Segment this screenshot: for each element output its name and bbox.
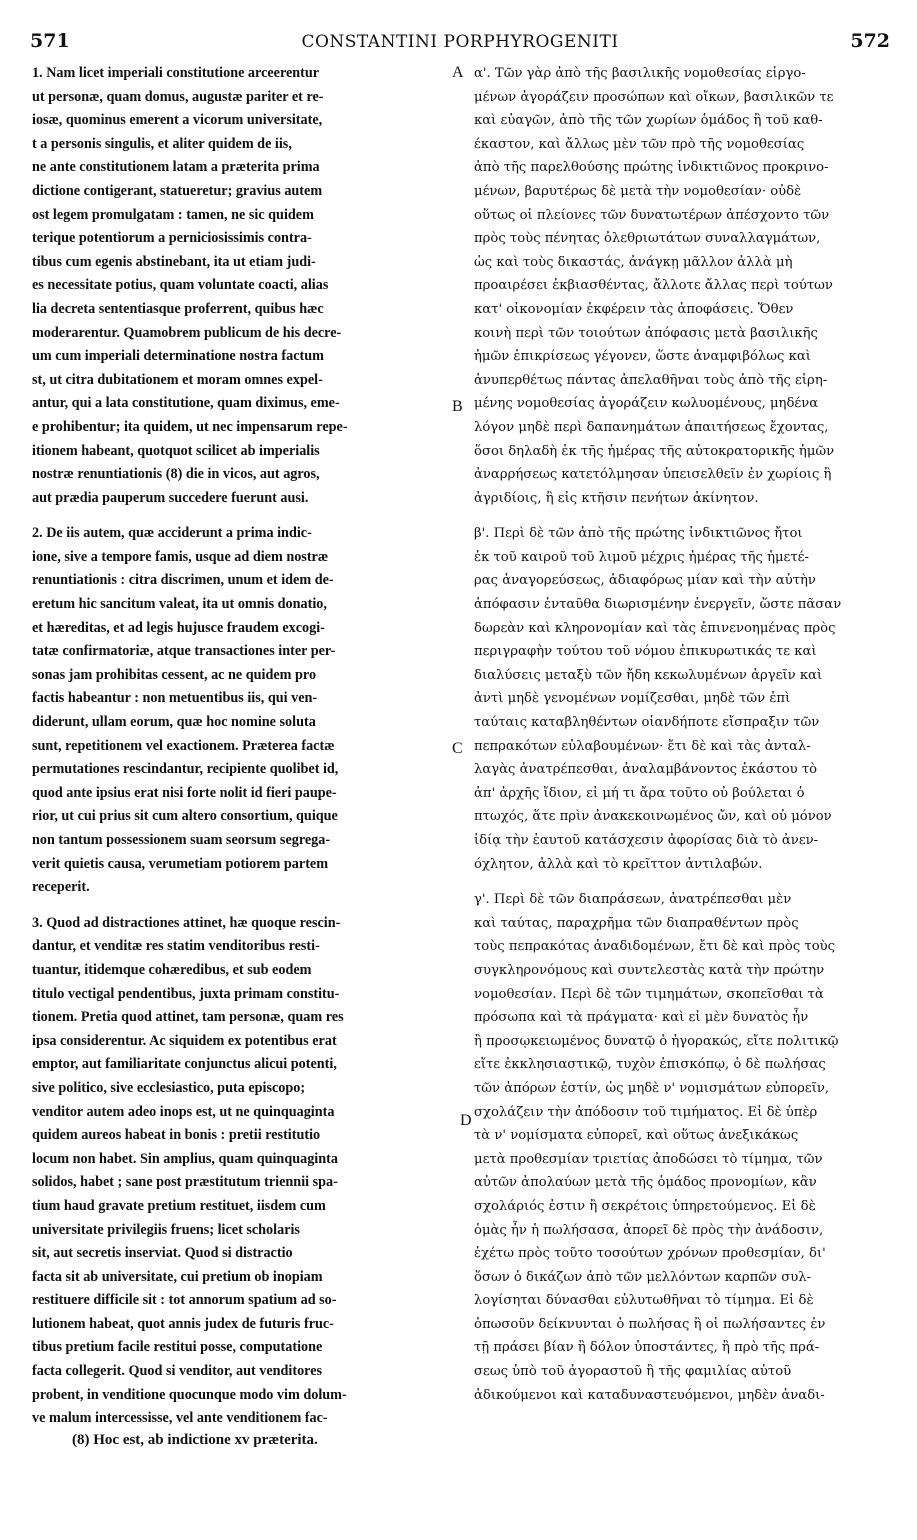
text-line: ve malum intercessisse, vel ante venditionem fac- <box>32 1410 328 1427</box>
text-line: ost legem promulgatam : tamen, ne sic quidem <box>32 206 314 223</box>
text-line: moderarentur. Quamobrem publicum de his decre- <box>32 324 342 341</box>
text-line: λογίσηται δύνασθαι εὐλυτωθῆναι τὸ τίμημα. Εἰ δὲ <box>474 1293 814 1309</box>
latin-paragraph-2 <box>32 522 450 900</box>
margin-marker-a: A <box>452 64 464 81</box>
text-line: terique potentiorum a perniciosissimis contra- <box>32 230 312 247</box>
text-line: es necessitate potius, quam voluntate coacti, alias <box>32 277 329 294</box>
text-line: νομοθεσίαν. Περὶ δὲ τῶν τιμημάτων, σκοπεῖσθαι τὰ <box>474 986 824 1002</box>
text-line: ἀγριδίοις, ἢ εἰς κτῆσιν πενήτων ἀκίνητον. <box>474 490 759 506</box>
text-line: diderunt, ullam eorum, quæ hoc nomine soluta <box>32 714 316 731</box>
text-line: συγκληρονόμους καὶ συντελεστὰς κατὰ τὴν πρώτην <box>474 962 825 978</box>
text-line: προαιρέσει ἐκβιασθέντας, ἄλλοτε ἄλλας περὶ τούτων <box>474 278 833 294</box>
text-line: facta sit ab universitate, cui pretium ob inopiam <box>32 1268 323 1285</box>
text-line: ἀπόφασιν ἐνταῦθα διωρισμένην ἐνεργεῖν, ὥστε πᾶσαν <box>474 597 842 613</box>
text-line: ταύταις καταβληθέντων οἱανδήποτε εἴσπραξιν τῶν <box>474 715 820 731</box>
text-line: εἴτε ἐκκλησιαστικῷ, τυχὸν ἐπισκόπῳ, ὁ δὲ πωλήσας <box>474 1057 826 1073</box>
text-line: σχολάριός ἐστιν ἢ σεκρέτοις ὑπηρετούμενος. Εἰ δὲ <box>474 1198 816 1214</box>
text-line: περιγραφὴν τούτου τοῦ νόμου ἐπικυρωτικάς τε καὶ <box>474 644 817 660</box>
text-line: ὁμὰς ἦν ἡ πωλήσασα, ἀπορεῖ δὲ πρὸς τὴν ἀνάδοσιν, <box>474 1222 824 1238</box>
margin-marker-b: B <box>452 398 463 415</box>
text-line: μένης νομοθεσίας ἀγοράζειν κωλυομένους, μηδένα <box>474 396 819 412</box>
text-line: dictione contigerant, statueretur; gravius autem <box>32 182 323 199</box>
text-line: τὰ ν' νομίσματα εὐπορεῖ, καὶ οὕτως ἀνεξικάκως <box>474 1128 799 1144</box>
text-line: τῇ πράσει βίαν ἢ δόλον ὑποστάντες, ἢ πρὸ τῆς πρά- <box>474 1340 820 1356</box>
text-line: tatæ confirmatoriæ, atque transactiones inter per- <box>32 643 336 660</box>
paragraph-gap <box>32 900 450 912</box>
paragraph-gap <box>474 876 888 888</box>
text-line: st, ut citra dubitationem et moram omnes expel- <box>32 371 323 388</box>
text-line: γ'. Περὶ δὲ τῶν διαπράσεων, ἀνατρέπεσθαι μὲν <box>474 892 792 908</box>
text-line: ρας ἀναγορεύσεως, ἀδιαφόρως μίαν καὶ τὴν αὐτὴν <box>474 573 816 589</box>
text-line: κατ' οἰκονομίαν ἐκφέρειν τὰς ἀποφάσεις. Ὅθεν <box>474 301 794 317</box>
text-line: ἀπὸ τῆς παρελθούσης πρώτης ἰνδικτιῶνος προκρινο- <box>474 160 829 176</box>
text-line: aut prædia pauperum succedere fuerunt ausi. <box>32 489 309 506</box>
text-line: facta collegerit. Quod si venditor, aut venditores <box>32 1363 323 1380</box>
running-title: CONSTANTINI PORPHYROGENITI <box>301 32 619 52</box>
text-line: ὅσων ὁ δικάζων ἀπὸ τῶν μελλόντων καρπῶν συλ- <box>474 1269 812 1285</box>
paragraph-gap <box>32 510 450 522</box>
text-line: universitate privilegiis fruens; licet scholaris <box>32 1221 300 1238</box>
text-line: κοινὴ περὶ τῶν τοιούτων ἀπόφασις μετὰ βασιλικῆς <box>474 325 818 341</box>
text-line: δωρεὰν καὶ κληρονομίαν καὶ τὰς ἐπινενοημένας πρὸς <box>474 620 836 636</box>
text-line: ὅσοι δηλαδὴ ἐκ τῆς ἡμέρας τῆς αὐτοκρατορικῆς ἡμῶν <box>474 443 835 459</box>
text-line: verit quietis causa, verumetiam potiorem partem <box>32 855 329 872</box>
text-line: οὕτως οἱ πλείονες τῶν δυνατωτέρων ἀπέσχοντο τῶν <box>474 207 830 223</box>
text-line: 1. Nam licet imperiali constitutione arceerentur <box>32 65 320 81</box>
text-line: et hæreditas, et ad legis hujusce fraudem excogi- <box>32 619 325 636</box>
text-line: καὶ εὐαγῶν, ἀπὸ τῆς τῶν χωρίων ὁμάδος ἢ τοῦ καθ- <box>474 113 823 129</box>
text-line: ἀδικούμενοι καὶ καταδυναστευόμενοι, μηδὲν ἀναδι- <box>474 1387 825 1403</box>
text-line: tibus cum egenis abstinebant, ita ut etiam judi- <box>32 253 316 270</box>
text-line: renuntiationis : citra discrimen, unum et idem de- <box>32 572 334 589</box>
text-line: eretum hic sancitum valeat, ita ut omnis donatio, <box>32 596 327 613</box>
text-line: factis habeantur : non metuentibus iis, qui ven- <box>32 690 318 707</box>
right-page-number: 572 <box>850 30 890 52</box>
text-line: λόγον μηδὲ περὶ δαπανημάτων ἀπαιτήσεως ἔχοντας, <box>474 419 829 435</box>
text-line: μένων ἀγοράζειν προσώπων καὶ οἴκων, βασιλικῶν τε <box>474 89 834 105</box>
greek-paragraph-1 <box>474 62 888 510</box>
text-line: πρόσωπα καὶ τὰ πράγματα· καὶ εἰ μὲν δυνατὸς ἦν <box>474 1010 809 1026</box>
text-line: ipsa considerentur. Ac siquidem ex potentibus erat <box>32 1032 337 1049</box>
text-line: rior, ut cui prius sit cum altero consortium, quique <box>32 808 338 825</box>
text-line: τοὺς πεπρακότας ἀναδιδομένων, ἔτι δὲ καὶ πρὸς τοὺς <box>474 939 836 955</box>
text-line: τῶν ἀπόρων ἐστίν, ὡς μηδὲ ν' νομισμάτων εὐπορεῖν, <box>474 1080 830 1096</box>
text-line: itionem habeant, quotquot scilicet ab imperialis <box>32 442 320 459</box>
text-line: διαλύσεις μεταξὺ τῶν ἤδη κεκωλυμένων ἀργεῖν καὶ <box>474 667 823 683</box>
greek-paragraph-3 <box>474 888 888 1407</box>
text-line: antur, qui a lata constitutione, quam diximus, eme- <box>32 395 340 412</box>
text-line: locum non habet. Sin amplius, quam quinquaginta <box>32 1150 338 1167</box>
text-line: permutationes rescindantur, recipiente quolibet id, <box>32 761 339 778</box>
margin-marker-d: D <box>460 1112 472 1129</box>
text-line: sonas jam prohibitas cessent, ac ne quidem pro <box>32 666 317 683</box>
text-line: probent, in venditione quocunque modo vim dolum- <box>32 1386 347 1403</box>
text-line: ἐκ τοῦ καιροῦ τοῦ λιμοῦ μέχρις ἡμέρας τῆς ἡμετέ- <box>474 549 809 565</box>
text-line: ἀπ' ἀρχῆς ἴδιον, εἰ μή τι ἄρα τοῦτο οὐ βούλεται ὁ <box>474 785 805 801</box>
text-line: ἀνυπερθέτως πάντας ἀπελαθῆναι τοὺς ἀπὸ τῆς εἰρη- <box>474 372 828 388</box>
greek-column <box>474 62 888 1407</box>
text-line: ἀντὶ μηδὲ γενομένων νομίζεσθαι, μηδὲ τῶν ἐπὶ <box>474 691 791 707</box>
text-line: 3. Quod ad distractiones attinet, hæ quoque rescin- <box>32 914 341 931</box>
text-line: ἀναρρήσεως κατετόλμησαν ὑπεισελθεῖν ἐν χωρίοις ἢ <box>474 467 832 483</box>
text-line: lia decreta sententiasque proferrent, quibus hæc <box>32 300 324 317</box>
greek-paragraph-2 <box>474 522 888 876</box>
text-line: tionem. Pretia quod attinet, tam personæ, quam res <box>32 1009 344 1026</box>
text-line: β'. Περὶ δὲ τῶν ἀπὸ τῆς πρώτης ἰνδικτιῶνος ἤτοι <box>474 526 803 542</box>
latin-paragraph-1 <box>32 62 450 510</box>
text-line: t a personis singulis, et aliter quidem de iis, <box>32 135 292 152</box>
text-line: quidem aureos habeat in bonis : pretii restitutio <box>32 1127 321 1144</box>
text-line: quod ante ipsius erat nisi forte nolit id fieri paupe- <box>32 784 337 801</box>
text-line: restituere difficile sit : tot annorum spatium ad so- <box>32 1292 337 1309</box>
text-line: iosæ, quominus emerent a vicorum universitate, <box>32 112 323 129</box>
text-line: tium haud gravate pretium restituet, iisdem cum <box>32 1197 326 1214</box>
text-line: ὁπωσοῦν δείκνυνται ὁ πωλήσας ἢ οἱ πωλήσαντες ἐν <box>474 1316 826 1332</box>
text-line: sit, aut secretis inserviat. Quod si distractio <box>32 1245 293 1262</box>
latin-paragraph-3 <box>32 912 450 1431</box>
text-line: solidos, habet ; sane post præstitutum triennii spa- <box>32 1174 338 1191</box>
text-line: ἢ προσῳκειωμένος δυνατῷ ὁ ἠγορακώς, εἴτε πολιτικῷ <box>474 1033 839 1049</box>
text-line: λαγὰς ἀνατρέπεσθαι, ἀναλαμβάνοντος ἑκάστου τὸ <box>474 762 818 778</box>
text-line: ἰδίᾳ τὴν ἑαυτοῦ κατάσχεσιν ἀφορίσας διὰ τὸ ἀνεν- <box>474 833 819 848</box>
text-line: ἡμῶν ἐπικρίσεως γέγονεν, ὥστε ἀναμφιβόλως καὶ <box>474 349 811 365</box>
text-line: ne ante constitutionem latam a præterita prima <box>32 159 320 176</box>
text-line: emptor, aut familiaritate conjunctus alicui potenti, <box>32 1056 337 1073</box>
text-line: μετὰ προθεσμίαν τριετίας ἀποδώσει τὸ τίμημα, τῶν <box>474 1151 823 1167</box>
latin-column <box>32 62 450 1431</box>
text-line: σεως ὑπὸ τοῦ ἀγοραστοῦ ἢ τῆς φαμιλίας αὐτοῦ <box>474 1364 792 1380</box>
text-line: σχολάζειν τὴν ἀπόδοσιν τοῦ τιμήματος. Εἰ δὲ ὑπὲρ <box>474 1104 818 1120</box>
text-line: καὶ ταύτας, παραχρῆμα τῶν διαπραθέντων πρὸς <box>474 915 799 931</box>
footnote: (8) Hoc est, ab indictione xv præterita. <box>72 1432 318 1448</box>
text-line: tuantur, itidemque cohæredibus, et sub eodem <box>32 961 312 978</box>
paragraph-gap <box>474 510 888 522</box>
text-line: tibus pretium facile restitui posse, computatione <box>32 1339 323 1356</box>
text-line: ἐχέτω πρὸς τοῦτο τοσούτων χρόνων προθεσμίαν, δι' <box>474 1246 826 1262</box>
text-line: πεπρακότων εὐλαβουμένων· ἔτι δὲ καὶ τὰς ἀνταλ- <box>474 738 811 754</box>
text-line: sive politico, sive ecclesiastico, puta episcopo; <box>32 1079 306 1096</box>
text-line: όχλητον, ἀλλὰ καὶ τὸ κρεῖττον ἀντιλαβών. <box>474 856 763 872</box>
text-line: e prohibentur; ita quidem, ut nec impensarum repe- <box>32 418 348 435</box>
text-line: nostræ renuntiationis (8) die in vicos, aut agros, <box>32 466 320 483</box>
text-line: sunt, repetitionem vel exactionem. Præterea factæ <box>32 737 335 754</box>
text-line: venditor autem adeo inops est, ut ne quinquaginta <box>32 1103 335 1120</box>
text-line: 2. De iis autem, quæ acciderunt a prima indic- <box>32 525 312 542</box>
text-line: α'. Τῶν γὰρ ἀπὸ τῆς βασιλικῆς νομοθεσίας εἰργο- <box>474 66 806 81</box>
text-line: um cum imperiali determinatione nostra factum <box>32 348 324 365</box>
text-line: receperit. <box>32 879 90 896</box>
text-line: έκαστον, καὶ ἄλλως μὲν τῶν πρὸ τῆς νομοθεσίας <box>474 136 805 152</box>
margin-marker-c: C <box>452 740 463 757</box>
text-line: μένων, βαρυτέρως δὲ μετὰ τὴν νομοθεσίαν· οὐδὲ <box>474 183 802 199</box>
text-line: ὡς καὶ τοὺς δικαστάς, ἀνάγκῃ μᾶλλον ἀλλὰ μὴ <box>474 254 793 270</box>
left-page-number: 571 <box>30 30 70 52</box>
text-line: ione, sive a tempore famis, usque ad diem nostræ <box>32 548 329 565</box>
text-line: dantur, et venditæ res statim venditoribus resti- <box>32 938 320 955</box>
text-line: αὐτῶν ἀπολαύων μετὰ τῆς ὁμάδος προνομίων, κἂν <box>474 1175 817 1191</box>
text-line: ut personæ, quam domus, augustæ pariter et re- <box>32 88 324 105</box>
text-line: πτωχός, ἅτε πρὶν ἀνακεκοινωμένος ὤν, καὶ οὐ μόνον <box>474 809 832 825</box>
text-line: lutionem habeat, quot annis judex de futuris fruc- <box>32 1315 334 1332</box>
text-line: πρὸς τοὺς πένητας ὀλεθριωτάτων συναλλαγμάτων, <box>474 231 821 247</box>
text-line: titulo vectigal pendentibus, juxta primam constitu- <box>32 985 340 1002</box>
text-line: non tantum possessionem suam seorsum segrega- <box>32 832 331 848</box>
running-header <box>30 30 890 60</box>
